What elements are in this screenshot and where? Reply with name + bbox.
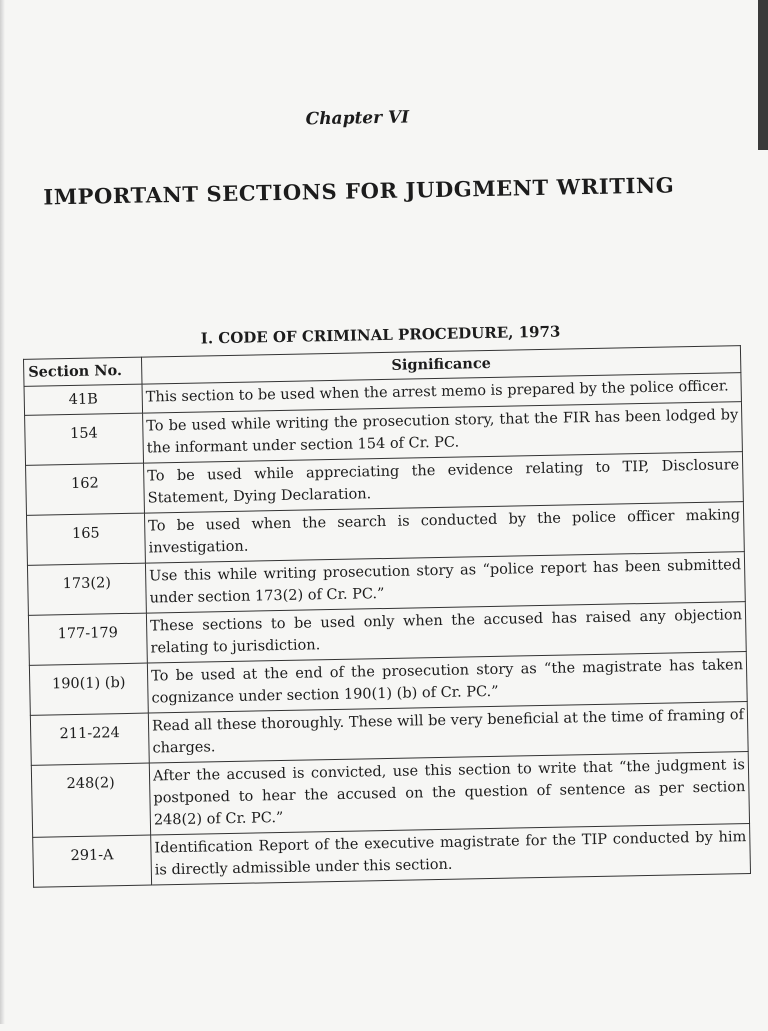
page-title: IMPORTANT SECTIONS FOR JUDGMENT WRITING [43,172,675,210]
section-number: 154 [25,413,144,465]
section-number: 211-224 [30,713,149,765]
header-section-no: Section No. [24,357,143,387]
section-significance: This section to be used when the arrest memo is prepared by the police officer. [142,373,741,413]
section-number: 248(2) [31,763,150,838]
section-number: 173(2) [27,563,146,615]
table-row [31,751,749,837]
header-significance: Significance [141,346,740,385]
section-number: 177-179 [28,613,147,665]
section-number: 41B [24,385,143,416]
section-significance: To be used while appreciating the evidence relating to TIP, Disclosure Statement, Dying Declaration. [144,451,744,512]
section-significance: These sections to be used only when the accused has raised any objection relating to jurisdiction. [146,601,746,662]
section-heading: I. CODE OF CRIMINAL PROCEDURE, 1973 [200,322,561,348]
section-significance: Read all these thoroughly. These will be very beneficial at the time of framing of charges. [148,701,748,762]
section-significance: Identification Report of the executive magistrate for the TIP conducted by him is directly admissible under this section. [151,823,751,884]
section-number: 165 [26,513,145,565]
section-significance: To be used at the end of the prosecution story as “the magistrate has taken cognizance under section 190(1) (b) of Cr. PC.” [147,651,747,712]
chapter-heading: Chapter VI [305,107,410,130]
section-number: 162 [26,463,145,515]
section-significance: To be used while writing the prosecution story, that the FIR has been lodged by the informant under section 154 of Cr. PC. [143,402,743,463]
section-number: 190(1) (b) [29,663,148,715]
section-significance: After the accused is convicted, use this section to write that “the judgment is postponed to hear the accused on the question of sentence as per section 248(2) of Cr. PC.” [149,751,749,835]
sections-table [23,345,751,888]
section-number: 291-A [33,835,152,887]
section-significance: To be used when the search is conducted by the police officer making investigation. [144,501,744,562]
section-significance: Use this while writing prosecution story as “police report has been submitted under section 173(2) of Cr. PC.” [145,551,745,612]
